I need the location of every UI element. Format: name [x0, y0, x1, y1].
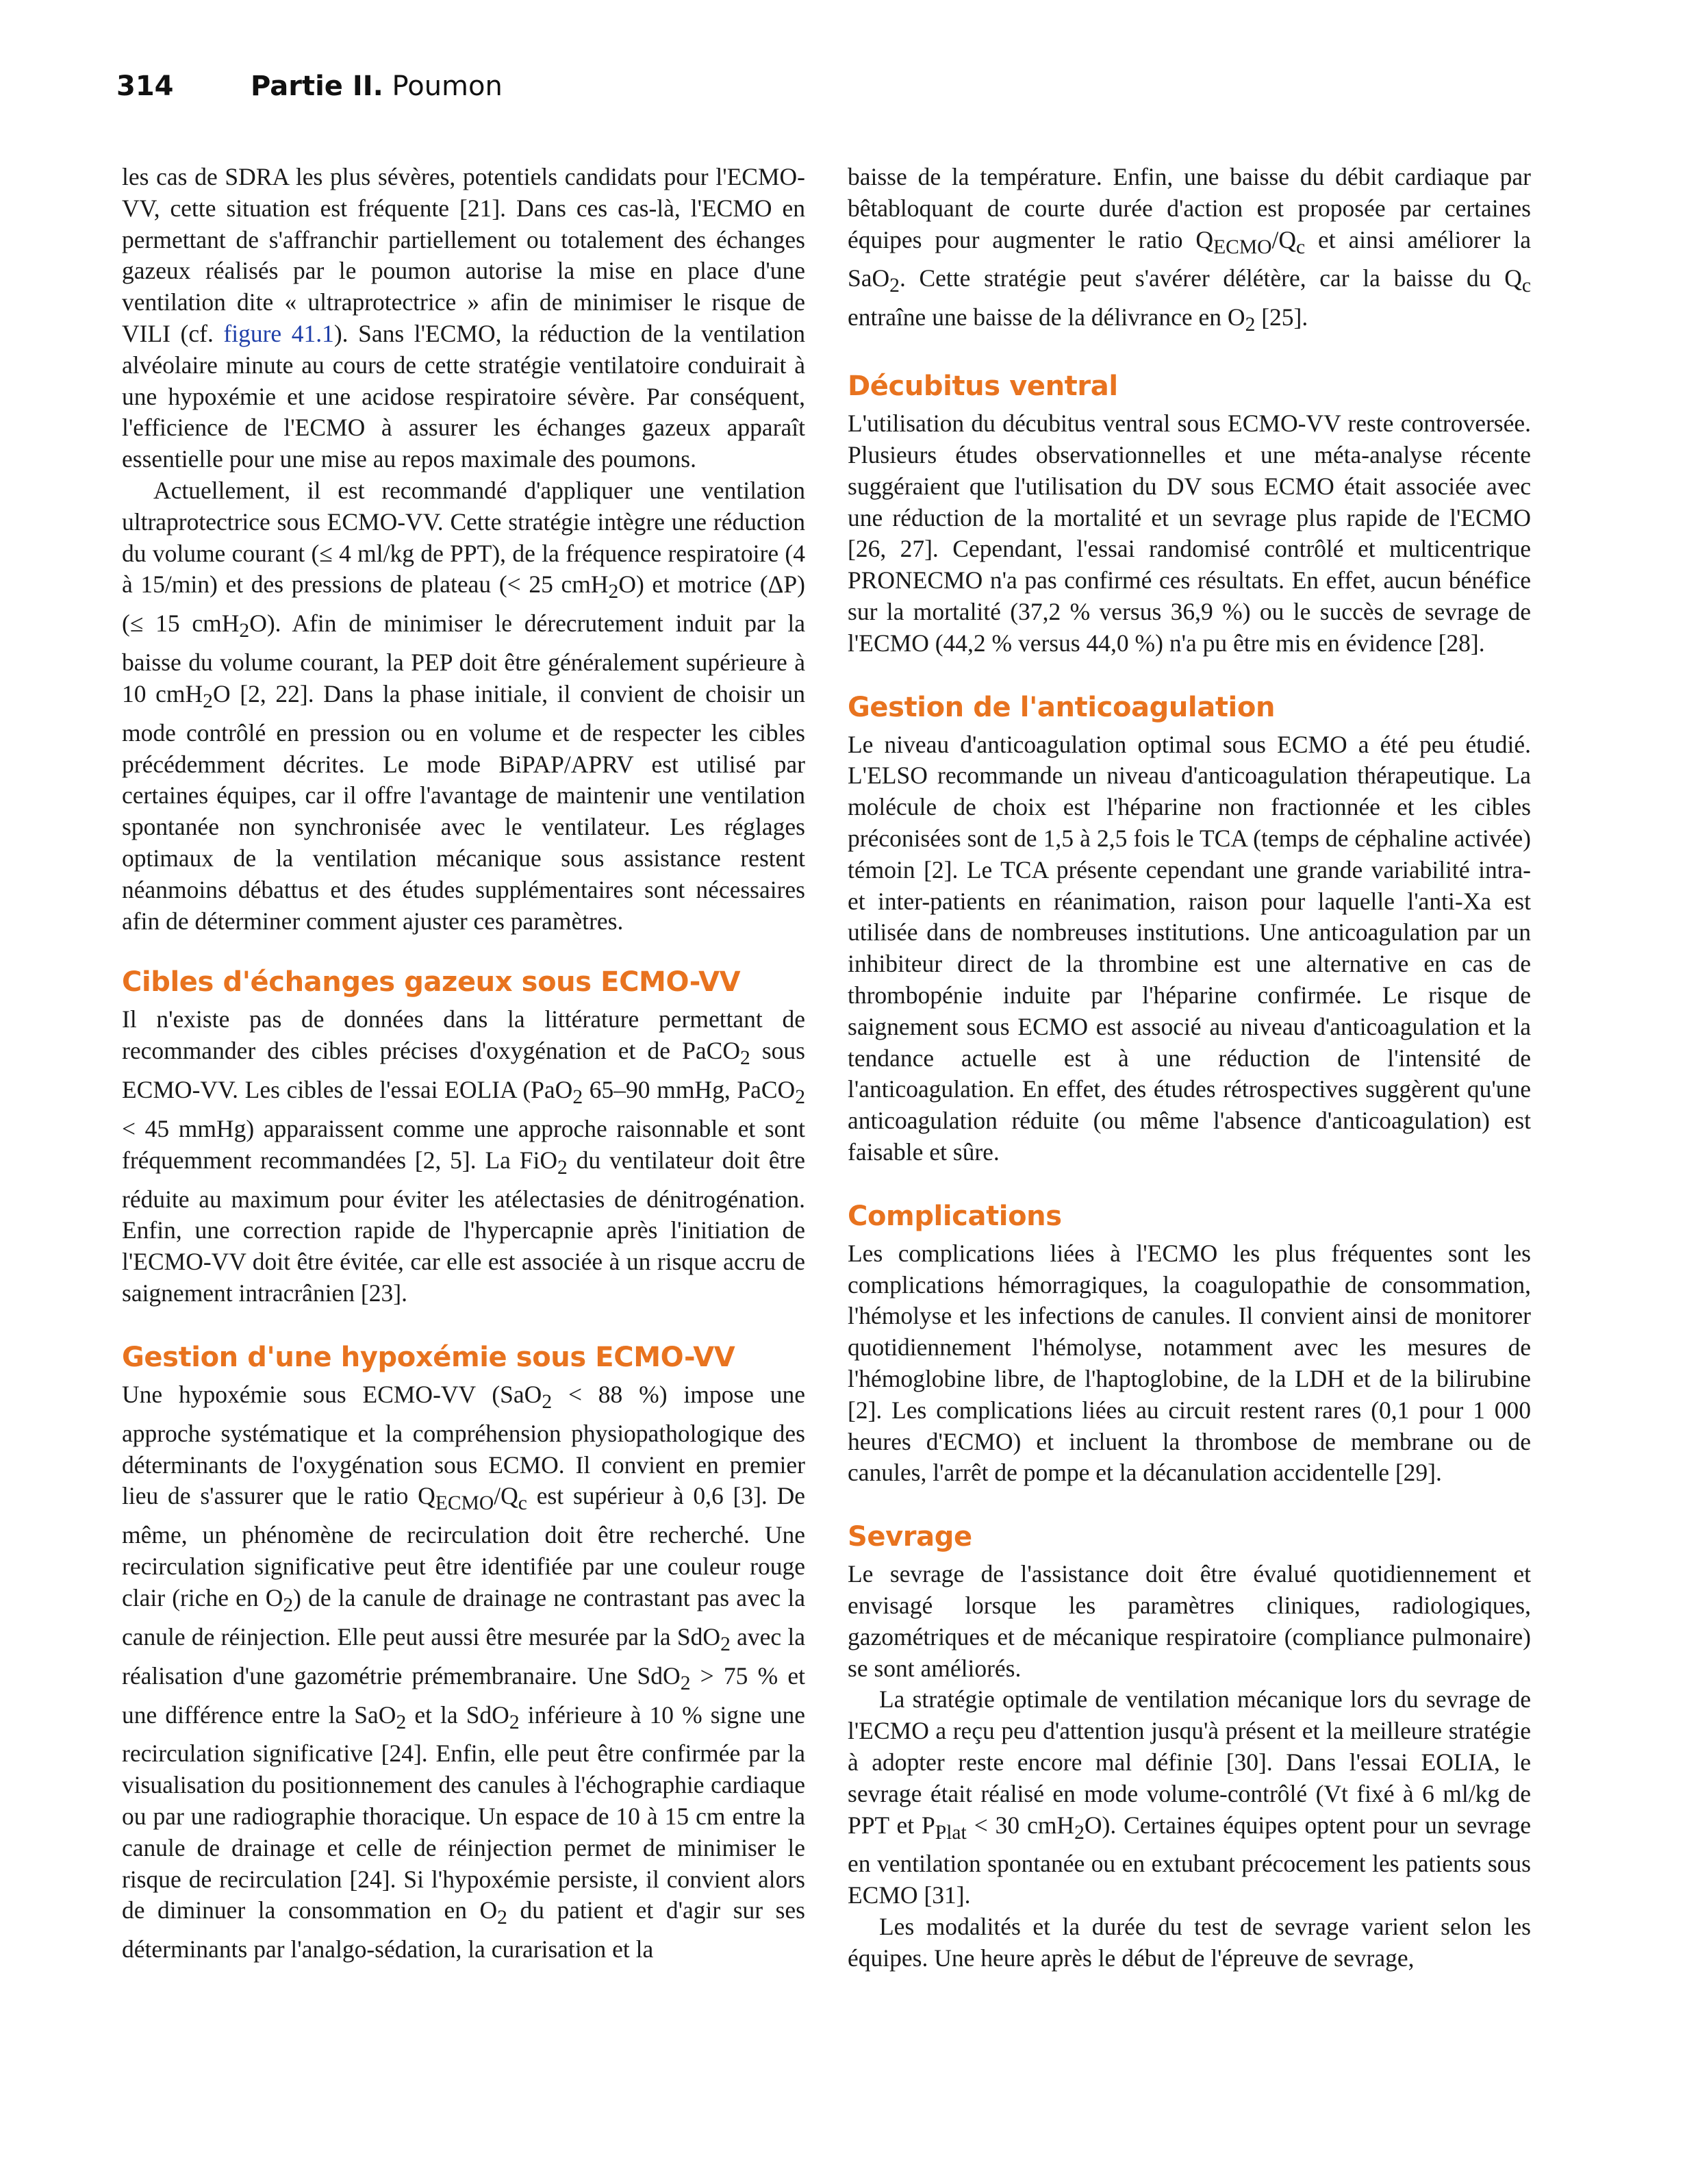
paragraph-sevrage: Le sevrage de l'assistance doit être évalué quotidiennement et envisagé lorsque les paramètres cliniques, radiologiques, gazométriques et de mécanique respiratoire (compliance pulmonaire) se sont améliorés.	[848, 1560, 1531, 1682]
paragraph-hypoxemie: Une hypoxémie sous ECMO-VV (SaO$_2$ < 88 %) impose une approche systématique et la compréhension physiopathologique des déterminants de l'oxygénation sous ECMO. Il convient en premier lieu de s'assurer que le ratio $Q_{ECMO}/Q_c$ est supérieur à 0,6 [3]. De même, un phénomène de recirculation doit être recherché. Une recirculation significative peut être identifiée par une couleur rouge clair (riche en $O_2$) de la canule de drainage ne contrastant pas avec la canule de réinjection. Elle peut aussi être mesurée par la SdO$_2$ avec la réalisation d'une gazométrie prémembranaire. Une SdO$_2$ > 75 % et une différence entre la SaO$_2$ et la SdO$_2$ inférieure à 10 % signe une recirculation significative [24]. Enfin, elle peut être confirmée par la visualisation du positionnement des canules à l'échographie cardiaque ou par une radiographie thoracique. Un espace de 10 à 15 cm entre la canule de drainage et celle de réinjection permet de minimiser le risque de recirculation [24]. Si l'hypoxémie persiste, il convient alors de diminuer la consommation en $O_2$ du patient et d'agir sur ses déterminants par l'analgo-sédation, la curarisation et la	[122, 1380, 806, 1963]
left-column	[122, 162, 805, 1966]
paragraph-ventilation: Actuellement, il est recommandé d'appliquer une ventilation ultraprotectrice sous ECMO-VV. Cette stratégie intègre une réduction du volume courant (≤ 4 ml/kg de PPT), de la fréquence respiratoire (4 à 15/min) et des pressions de plateau (< 25 cmH$_2$O) et motrice (ΔP) (≤ 15 cmH$_2$O). Afin de minimiser le dérecrutement induit par la baisse du volume courant, la PEP doit être généralement supérieure à 10 cmH$_2$O [2, 22]. Dans la phase initiale, il convient de choisir un mode contrôlé en pression ou en volume et de respecter les cibles précédemment décrites. Le mode BiPAP/APRV est utilisé par certaines équipes, car il offre l'avantage de maintenir une ventilation spontanée non synchronisée avec le ventilateur. Les réglages optimaux de la ventilation mécanique sous assistance restent néanmoins débattus et des études supplémentaires sont nécessaires afin de déterminer comment ajuster ces paramètres.	[122, 476, 805, 935]
section-heading-sevrage: Sevrage	[848, 1521, 972, 1553]
paragraph-sevrage-strategy: La stratégie optimale de ventilation mécanique lors du sevrage de l'ECMO a reçu peu d'attention jusqu'à présent et la meilleure stratégie à adopter reste encore mal définie [30]. Dans l'essai EOLIA, le sevrage était réalisé en mode volume-contrôlé (Vt fixé à 6 ml/kg de PPT et $P_{Plat} < 30$ cmH$_2$O). Certaines équipes optent pour un sevrage en ventilation spontanée ou en extubant précocement les patients sous ECMO [31].	[848, 1685, 1531, 1909]
section-heading-hypoxemie: Gestion d'une hypoxémie sous ECMO-VV	[122, 1341, 735, 1373]
figure-link[interactable]: figure 41.1	[223, 319, 334, 347]
paragraph-complications: Les complications liées à l'ECMO les plus fréquentes sont les complications hémorragiques, la coagulopathie de consommation, l'hémolyse et les infections de canules. Il convient ainsi de monitorer quotidiennement l'hémolyse, notamment avec les mesures de l'hémoglobine libre, de l'haptoglobine, de la LDH et de la bilirubine [2]. Les complications liées au circuit restent rares (0,1 pour 1 000 heures d'ECMO) et incluent la thrombose de membrane ou de canules, l'arrêt de pompe et la décanulation accidentelle [29].	[848, 1239, 1531, 1487]
section-heading-complications: Complications	[848, 1200, 1062, 1232]
section-heading-anticoagulation: Gestion de l'anticoagulation	[848, 691, 1276, 723]
page-number: 314	[116, 71, 174, 102]
part-label: Partie II.	[251, 71, 383, 102]
section-heading-cibles: Cibles d'échanges gazeux sous ECMO-VV	[122, 966, 741, 999]
paragraph-decubitus: L'utilisation du décubitus ventral sous ECMO-VV reste controversée. Plusieurs études observationnelles et une méta-analyse récente suggéraient que l'utilisation du DV sous ECMO était associée avec une réduction de la mortalité et un sevrage plus rapide de l'ECMO [26, 27]. Cependant, l'essai randomisé contrôlé et multicentrique PRONECMO n'a pas confirmé ces résultats. En effet, aucun bénéfice sur la mortalité (37,2 % versus 36,9 %) ou le succès de sevrage de l'ECMO (44,2 % versus 44,0 %) n'a pu être mis en évidence [28].	[848, 410, 1531, 657]
part-title: Poumon	[383, 71, 503, 102]
right-column	[848, 162, 1531, 1974]
paragraph-ecmo-intro: les cas de SDRA les plus sévères, potentiels candidats pour l'ECMO-VV, cette situation est fréquente [21]. Dans ces cas-là, l'ECMO en permettant de s'affranchir partiellement ou totalement des échanges gazeux réalisés par le poumon autorise la mise en place d'une ventilation dite « ultraprotectrice » afin de minimiser le risque de VILI (cf. figure 41.1). Sans l'ECMO, la réduction de la ventilation alvéolaire minute au cours de cette stratégie ventilatoire conduirait à une hypoxémie et une acidose respiratoire sévère. Par conséquent, l'efficience de l'ECMO à assurer les échanges gazeux apparaît essentielle pour une mise au repos maximale des poumons.	[122, 163, 805, 473]
paragraph-anticoagulation: Le niveau d'anticoagulation optimal sous ECMO a été peu étudié. L'ELSO recommande un niveau d'anticoagulation thérapeutique. La molécule de choix est l'héparine non fractionnée et les cibles préconisées sont de 1,5 à 2,5 fois le TCA (temps de céphaline activée) témoin [2]. Le TCA présente cependant une grande variabilité intra- et inter-patients en réanimation, raison pour laquelle l'anti-Xa est utilisée dans de nombreuses institutions. Une anticoagulation par un inhibiteur direct de la thrombine est une alternative en cas de thrombopénie induite par l'héparine confirmée. Le risque de saignement sous ECMO est associé au niveau d'anticoagulation et la tendance actuelle est à une réduction de l'intensité de l'anticoagulation. En effet, des études rétrospectives suggèrent qu'une anticoagulation réduite (ou même l'absence d'anticoagulation) est faisable et sûre.	[848, 730, 1531, 1166]
running-header	[116, 66, 503, 107]
section-heading-decubitus: Décubitus ventral	[848, 371, 1118, 403]
paragraph-sevrage-modalites: Les modalités et la durée du test de sevrage varient selon les équipes. Une heure après le début de l'épreuve de sevrage,	[848, 1913, 1531, 1972]
paragraph-cibles: Il n'existe pas de données dans la littérature permettant de recommander des cibles précises d'oxygénation et de PaCO$_2$ sous ECMO-VV. Les cibles de l'essai EOLIA (PaO$_2$ 65–90 mmHg, PaCO$_2$ < 45 mmHg) apparaissent comme une approche raisonnable et sont fréquemment recommandées [2, 5]. La FiO$_2$ du ventilateur doit être réduite au maximum pour éviter les atélectasies de dénitrogénation. Enfin, une correction rapide de l'hypercapnie après l'initiation de l'ECMO-VV doit être évitée, car elle est associée à un risque accru de saignement intracrânien [23].	[122, 1005, 806, 1307]
paragraph-temperature: baisse de la température. Enfin, une baisse du débit cardiaque par bêtabloquant de courte durée d'action est proposée par certaines équipes pour augmenter le ratio $Q_{ECMO}/Q_c$ et ainsi améliorer la SaO$_2$. Cette stratégie peut s'avérer délétère, car la baisse du $Q_c$ entraîne une baisse de la délivrance en $O_2$ [25].	[848, 163, 1531, 336]
